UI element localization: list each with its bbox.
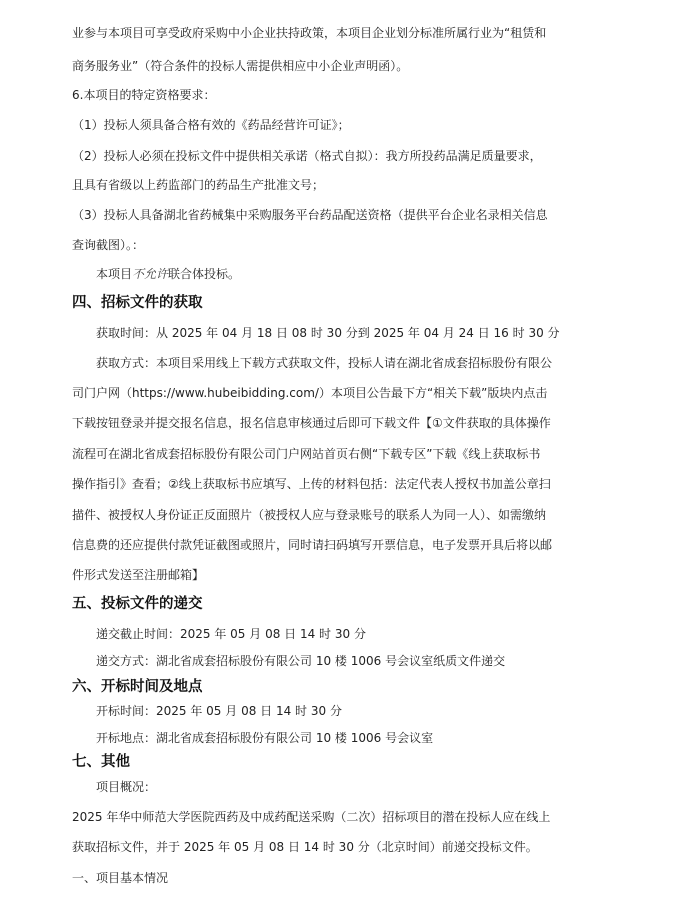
consortium-note-post: 联合体投标。 — [168, 267, 241, 281]
para-line: 司门户网（https://www.hubeibidding.com/）本项目公告最下方“相关下载”版块内点击 — [72, 386, 548, 400]
consortium-note-em: 不允许 — [132, 267, 169, 281]
heading-submission: 五、投标文件的递交 — [72, 596, 203, 612]
opening-time: 开标时间：2025 年 05 月 08 日 14 时 30 分 — [96, 704, 342, 718]
obtain-time: 获取时间：从 2025 年 04 月 18 日 08 时 30 分到 2025 年 04 月 24 日 16 时 30 分 — [96, 326, 560, 340]
submission-method: 递交方式：湖北省成套招标股份有限公司 10 楼 1006 号会议室纸质文件递交 — [96, 654, 506, 668]
para-line: 业参与本项目可享受政府采购中小企业扶持政策，本项目企业划分标准所属行业为“租赁和 — [72, 26, 547, 40]
overview-line: 2025 年华中师范大学医院西药及中成药配送采购（二次）招标项目的潜在投标人应在线上 — [72, 810, 551, 824]
para-line: 操作指引》查看；②线上获取标书应填写、上传的材料包括：法定代表人授权书加盖公章扫 — [72, 477, 551, 491]
section-item-6: 6.本项目的特定资格要求： — [72, 88, 216, 102]
requirement-3: （3）投标人具备湖北省药械集中采购服务平台药品配送资格（提供平台企业名录相关信息 — [72, 208, 548, 222]
obtain-method: 获取方式：本项目采用线上下载方式获取文件，投标人请在湖北省成套招标股份有限公 — [96, 356, 553, 370]
para-line: 查询截图）。： — [72, 238, 145, 252]
subsection-basic-info: 一、项目基本情况 — [72, 871, 169, 885]
submission-deadline: 递交截止时间：2025 年 05 月 08 日 14 时 30 分 — [96, 627, 366, 641]
requirement-1: （1）投标人须具备合格有效的《药品经营许可证》； — [72, 118, 350, 132]
consortium-note — [96, 266, 240, 282]
heading-other: 七、其他 — [72, 754, 130, 770]
para-line: 信息费的还应提供付款凭证截图或照片，同时请扫码填写开票信息，电子发票开具后将以邮 — [72, 538, 553, 552]
project-overview-label: 项目概况： — [96, 780, 157, 794]
overview-line: 获取招标文件，并于 2025 年 05 月 08 日 14 时 30 分（北京时间）前递交投标文件。 — [72, 840, 538, 854]
heading-obtain-documents: 四、招标文件的获取 — [72, 295, 203, 311]
para-line: 描件、被授权人身份证正反面照片（被授权人应与登录账号的联系人为同一人）、如需缴纳 — [72, 508, 547, 522]
para-line: 商务服务业”（符合条件的投标人需提供相应中小企业声明函）。 — [72, 59, 409, 73]
para-line: 且具有省级以上药监部门的药品生产批准文号； — [72, 178, 325, 192]
heading-opening: 六、开标时间及地点 — [72, 679, 203, 695]
para-line: 下载按钮登录并提交报名信息，报名信息审核通过后即可下载文件【①文件获取的具体操作 — [72, 416, 551, 430]
para-line: 流程可在湖北省成套招标股份有限公司门户网站首页右侧“下载专区”下载《线上获取标书 — [72, 447, 541, 461]
requirement-2: （2）投标人必须在投标文件中提供相关承诺（格式自拟）：我方所投药品满足质量要求， — [72, 149, 542, 163]
para-line: 件形式发送至注册邮箱】 — [72, 568, 205, 582]
consortium-note-pre: 本项目 — [96, 267, 133, 281]
opening-location: 开标地点：湖北省成套招标股份有限公司 10 楼 1006 号会议室 — [96, 731, 434, 745]
